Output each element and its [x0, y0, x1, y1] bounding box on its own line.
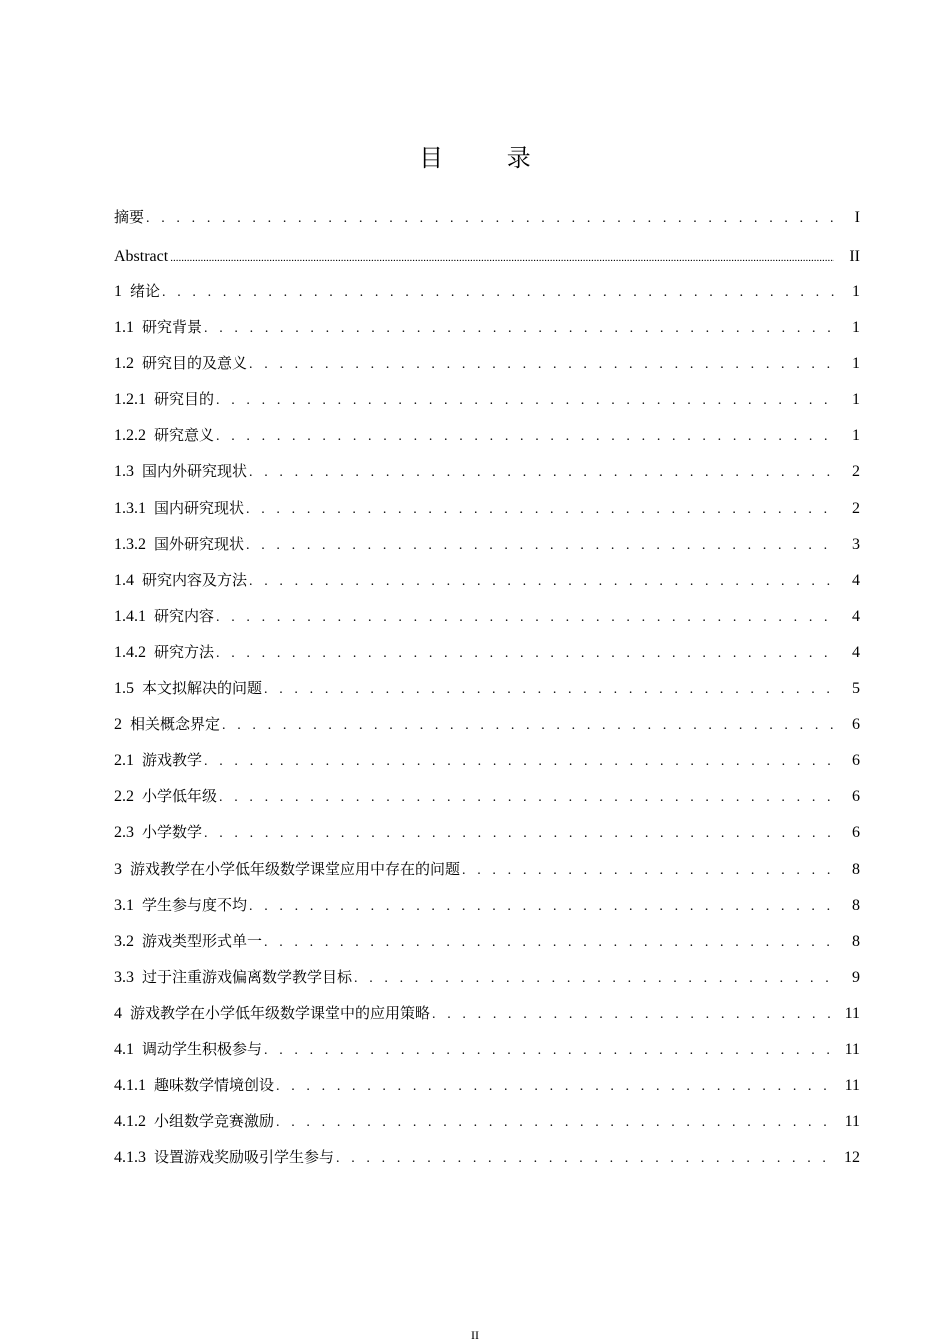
toc-dot-leader	[204, 824, 834, 844]
toc-entry[interactable]	[114, 606, 860, 642]
toc-section-number: 3.1	[114, 896, 134, 914]
toc-dot-leader	[162, 283, 834, 303]
toc-section-number: 2.3	[114, 824, 134, 842]
toc-entry-title: 摘要	[114, 208, 145, 226]
toc-entry-abstract-zh[interactable]	[114, 207, 860, 247]
toc-page-number: II	[849, 248, 860, 265]
toc-section-number: 1.5	[114, 680, 134, 698]
toc-dot-leader	[336, 1149, 834, 1169]
toc-dot-leader	[354, 969, 834, 989]
toc-page-number: 11	[844, 1113, 860, 1131]
toc-page-number: 11	[844, 1004, 860, 1022]
toc-entry[interactable]	[114, 1039, 860, 1075]
toc-section-number: 4	[114, 1004, 122, 1022]
toc-entry-title: 过于注重游戏偏离数学教学目标	[142, 967, 353, 986]
toc-entry[interactable]	[114, 317, 860, 353]
toc-entry-title: 游戏教学	[142, 751, 203, 770]
toc-entry-abstract-en[interactable]	[114, 247, 860, 281]
toc-entry[interactable]	[114, 642, 860, 678]
toc-entry[interactable]	[114, 822, 860, 858]
toc-page-number: 1	[852, 391, 860, 409]
toc-dot-leader	[246, 500, 834, 520]
toc-page-number: I	[854, 209, 860, 226]
toc-entry[interactable]	[114, 678, 860, 714]
toc-dot-leader	[222, 716, 834, 736]
toc-dot-leader	[264, 1041, 834, 1061]
toc-section-number: 4.1.1	[114, 1077, 146, 1095]
toc-section-number: 3.2	[114, 932, 134, 950]
toc-entry[interactable]	[114, 1147, 860, 1183]
toc-entry[interactable]	[114, 750, 860, 786]
toc-section-number: 1.2.2	[114, 427, 146, 445]
toc-page-number: 11	[844, 1077, 860, 1095]
toc-page-number: 12	[844, 1149, 860, 1167]
toc-entry-title: 绪论	[130, 282, 161, 300]
toc-entry-title: 国内研究现状	[154, 498, 245, 517]
toc-entry-title: 研究内容及方法	[142, 570, 248, 589]
toc-dot-leader	[249, 463, 834, 483]
toc-dot-leader	[264, 933, 834, 953]
page-title: 目 录	[419, 144, 559, 173]
toc-page-number: 6	[852, 752, 860, 770]
toc-entry-title: 游戏教学在小学低年级数学课堂中的应用策略	[130, 1003, 431, 1022]
toc-section-number: 1.2	[114, 355, 134, 373]
toc-entry[interactable]	[114, 895, 860, 931]
toc-section-number: 1.3	[114, 463, 134, 481]
toc-entry-title: 调动学生积极参与	[142, 1039, 263, 1058]
toc-dot-leader	[276, 1077, 834, 1097]
toc-dot-leader	[216, 644, 834, 664]
toc-section-number: 3	[114, 860, 122, 878]
toc-entry[interactable]	[114, 1003, 860, 1039]
toc-page-number: 1	[852, 283, 860, 300]
toc-entry[interactable]	[114, 461, 860, 497]
toc-dot-leader	[216, 391, 834, 411]
toc-entry-title: 小组数学竞赛激励	[154, 1112, 275, 1131]
toc-dot-leader	[462, 861, 834, 881]
toc-entry[interactable]	[114, 281, 860, 317]
toc-dot-leader	[204, 752, 834, 772]
toc-dot-leader	[219, 788, 834, 808]
toc-section-number: 2.2	[114, 788, 134, 806]
toc-dot-leader	[249, 897, 834, 917]
toc-page-number: 8	[852, 896, 860, 914]
toc-entry[interactable]	[114, 425, 860, 461]
toc-section-number: 3.3	[114, 968, 134, 986]
toc-page-number: 3	[852, 535, 860, 553]
toc-entry-title: 研究目的及意义	[142, 354, 248, 373]
toc-section-number: 1	[114, 283, 122, 300]
toc-section-number: 4.1.3	[114, 1149, 146, 1167]
toc-page-number: 5	[852, 680, 860, 698]
toc-entry-title: 本文拟解决的问题	[142, 679, 263, 698]
toc-section-number: 4.1	[114, 1040, 134, 1058]
toc-section-number: 1.3.2	[114, 535, 146, 553]
toc-section-number: 1.1	[114, 319, 134, 337]
toc-entry[interactable]	[114, 353, 860, 389]
toc-entry[interactable]	[114, 786, 860, 822]
toc-entry-title: 设置游戏奖励吸引学生参与	[154, 1148, 335, 1167]
toc-page-number: 1	[852, 355, 860, 373]
toc-entry-title: 学生参与度不均	[142, 895, 248, 914]
toc-entry-title: 小学数学	[142, 823, 203, 842]
toc-entry[interactable]	[114, 859, 860, 895]
toc-entry-title: 研究目的	[154, 390, 215, 409]
toc-entry-title: 研究背景	[142, 318, 203, 337]
toc-section-number: 1.3.1	[114, 499, 146, 517]
toc-entry[interactable]	[114, 498, 860, 534]
toc-entry-title: 趣味数学情境创设	[154, 1076, 275, 1095]
toc-section-number: 1.4.2	[114, 643, 146, 661]
toc-dot-leader	[276, 1113, 834, 1133]
toc-page-number: 1	[852, 427, 860, 445]
toc-section-number: 1.4	[114, 571, 134, 589]
toc-page-number: 8	[852, 932, 860, 950]
toc-entry[interactable]	[114, 1075, 860, 1111]
toc-section-number: 1.2.1	[114, 391, 146, 409]
toc-entry-title: 相关概念界定	[130, 715, 221, 734]
page-footer-number: II	[471, 1328, 479, 1342]
toc-page-number: 6	[852, 824, 860, 842]
toc-page-number: 4	[852, 607, 860, 625]
toc-entry-title: 研究内容	[154, 606, 215, 625]
toc-entry-title: Abstract	[114, 248, 169, 265]
toc-entry[interactable]	[114, 714, 860, 750]
toc-dot-leader	[216, 427, 834, 447]
toc-page-number: 2	[852, 499, 860, 517]
toc-entry[interactable]	[114, 1111, 860, 1147]
toc-entry-title: 国内外研究现状	[142, 462, 248, 481]
toc-page-number: 8	[852, 860, 860, 878]
toc-entry-title: 国外研究现状	[154, 534, 245, 553]
toc-dot-leader	[264, 680, 834, 700]
toc-entry-title: 研究意义	[154, 426, 215, 445]
toc-dot-leader	[249, 572, 834, 592]
toc-page-number: 6	[852, 788, 860, 806]
toc-page-number: 1	[852, 319, 860, 337]
toc-entry-title: 研究方法	[154, 642, 215, 661]
toc-entry-title: 游戏类型形式单一	[142, 931, 263, 950]
toc-entry-title: 游戏教学在小学低年级数学课堂应用中存在的问题	[130, 859, 461, 878]
toc-page-number: 9	[852, 968, 860, 986]
toc-entry[interactable]	[114, 389, 860, 425]
toc-page-number: 4	[852, 643, 860, 661]
toc-entry-title: 小学低年级	[142, 787, 218, 806]
toc-page-number: 4	[852, 571, 860, 589]
toc-dot-leader	[249, 355, 834, 375]
toc-section-number: 1.4.1	[114, 607, 146, 625]
toc-dot-leader	[170, 248, 834, 268]
toc-dot-leader	[246, 536, 834, 556]
toc-entry[interactable]	[114, 967, 860, 1003]
toc-page-number: 11	[844, 1040, 860, 1058]
toc-entry[interactable]	[114, 570, 860, 606]
toc-section-number: 4.1.2	[114, 1113, 146, 1131]
toc-entry[interactable]	[114, 931, 860, 967]
toc-dot-leader	[216, 608, 834, 628]
toc-page-number: 2	[852, 463, 860, 481]
toc-dot-leader	[204, 319, 834, 339]
toc-dot-leader	[146, 209, 834, 229]
toc-entry[interactable]	[114, 534, 860, 570]
toc-section-number: 2.1	[114, 752, 134, 770]
toc-section-number: 2	[114, 716, 122, 734]
table-of-contents	[114, 207, 860, 1183]
toc-page-number: 6	[852, 716, 860, 734]
toc-dot-leader	[432, 1005, 834, 1025]
